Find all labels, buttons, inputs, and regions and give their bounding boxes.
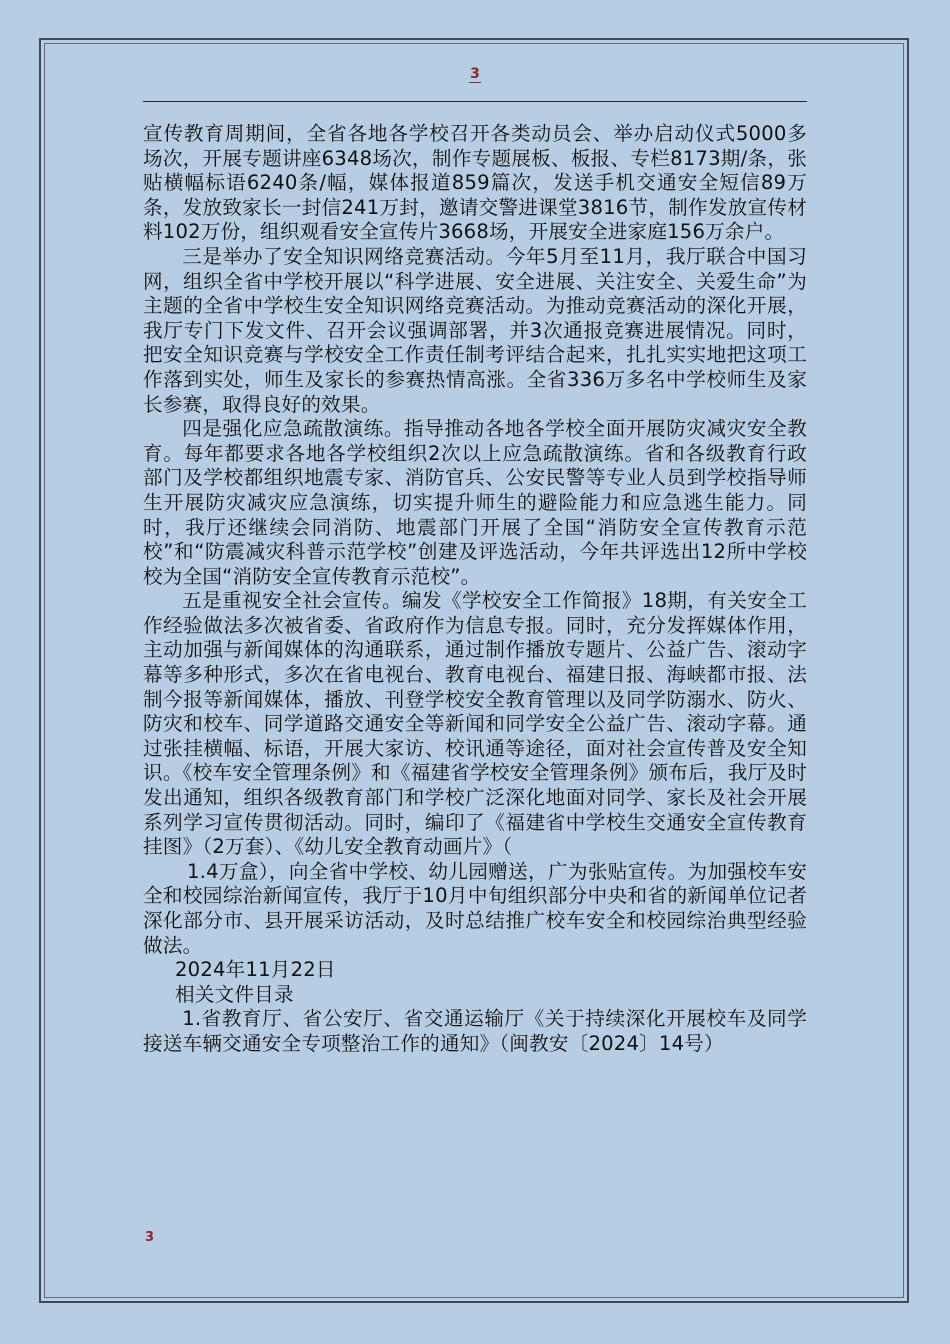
paragraph-1: 宣传教育周期间，全省各地各学校召开各类动员会、举办启动仪式5000多场次，开展专题讲座6348场次，制作专题展板、板报、专栏8173期/条，张贴横幅标语6240条/幅，媒体报道859篇次，发送手机交通安全短信89万条，发放致家长一封信241万封，邀请交警进课堂3816节，制作发放宣传材料102万份，组织观看安全宣传片3668场，开展安全进家庭156万余户。 xyxy=(143,122,807,244)
paragraph-2: 三是举办了安全知识网络竞赛活动。今年5月至11月，我厅联合中国习网，组织全省中学校开展以“科学进展、安全进展、关注安全、关爱生命”为主题的全省中学校生安全知识网络竞赛活动。为推动竞赛活动的深化开展，我厅专门下发文件、召开会议强调部署，并3次通报竞赛进展情况。同时，把安全知识竞赛与学校安全工作责任制考评结合起来，扎扎实实地把这项工作落到实处，师生及家长的参赛热情高涨。全省336万多名中学校师生及家长参赛，取得良好的效果。 xyxy=(143,244,807,416)
footer-page-number: 3 xyxy=(145,1230,155,1245)
document-body xyxy=(143,122,807,1057)
paragraph-5: 1.4万盒），向全省中学校、幼儿园赠送，广为张贴宣传。为加强校车安全和校园综治新闻宣传，我厅于10月中旬组织部分中央和省的新闻单位记者深化部分市、县开展采访活动，及时总结推广校车安全和校园综治典型经验做法。 xyxy=(143,859,807,957)
paragraph-4: 五是重视安全社会宣传。编发《学校安全工作简报》18期，有关安全工作经验做法多次被省委、省政府作为信息专报。同时，充分发挥媒体作用，主动加强与新闻媒体的沟通联系，通过制作播放专题片、公益广告、滚动字幕等多种形式，多次在省电视台、教育电视台、福建日报、海峡都市报、法制今报等新闻媒体，播放、刊登学校安全教育管理以及同学防溺水、防火、防灾和校车、同学道路交通安全等新闻和同学安全公益广告、滚动字幕。通过张挂横幅、标语，开展大家访、校讯通等途径，面对社会宣传普及安全知识。《校车安全管理条例》和《福建省学校安全管理条例》颁布后，我厅及时发出通知，组织各级教育部门和学校广泛深化地面对同学、家长及社会开展系列学习宣传贯彻活动。同时，编印了《福建省中学校生交通安全宣传教育挂图》（2万套）、《幼儿安全教育动画片》（ xyxy=(143,589,807,859)
paragraph-3: 四是强化应急疏散演练。指导推动各地各学校全面开展防灾减灾安全教育。每年都要求各地各学校组织2次以上应急疏散演练。省和各级教育行政部门及学校都组织地震专家、消防官兵、公安民警等专业人员到学校指导师生开展防灾减灾应急演练，切实提升师生的避险能力和应急逃生能力。同时，我厅还继续会同消防、地震部门开展了全国“消防安全宣传教育示范校”和“防震减灾科普示范学校”创建及评选活动，今年共评选出12所中学校校为全国“消防安全宣传教育示范校”。 xyxy=(143,417,807,588)
related-files-title: 相关文件目录 xyxy=(175,982,294,1006)
header-page-number: 3 xyxy=(470,66,480,82)
header-rule xyxy=(143,101,807,102)
document-date: 2024年11月22日 xyxy=(175,958,336,982)
related-file-item-1: 1.省教育厅、省公安厅、省交通运输厅《关于持续深化开展校车及同学接送车辆交通安全专项整治工作的通知》（闽教安〔2024〕14号） xyxy=(143,1007,807,1055)
